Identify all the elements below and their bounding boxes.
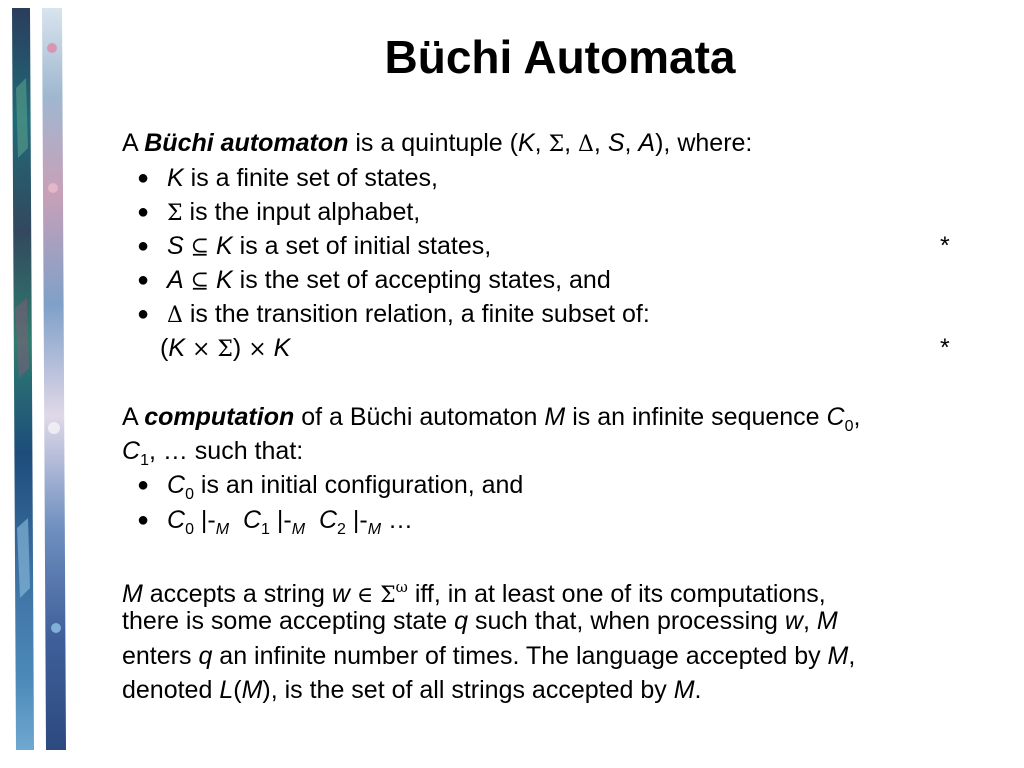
decorative-strip-right	[40, 8, 66, 750]
term-computation: computation	[144, 403, 295, 431]
bullet-yields-sequence: ● $C_0$ $|-_M$ $C_1$ $|-_M$ $C_2$ $|-_M$ …	[137, 506, 413, 538]
acceptance-line-4: denoted L(M), is the set of all strings accepted by M.	[122, 676, 702, 704]
computation-line-2: $C_1$, … such that:	[122, 437, 304, 469]
star-marker: *	[940, 232, 950, 260]
bullet-icon: ●	[137, 269, 150, 291]
slide-title: Büchi Automata	[384, 31, 736, 83]
definition-line: A Büchi automaton is a quintuple (K, Σ, Δ, S, A), where:	[122, 129, 753, 157]
acceptance-line-3: enters q an infinite number of times. The language accepted by M,	[122, 642, 856, 670]
bullet-icon: ●	[137, 303, 150, 325]
bullet-accepting-states: ● A ⊆ K is the set of accepting states, and	[137, 266, 611, 294]
acceptance-line-1: M accepts a string w ∈ $\Sigma^\omega$ iff, in at least one of its computations,	[122, 578, 826, 608]
bullet-icon: ●	[137, 235, 150, 257]
bullet-alphabet: ● Σ is the input alphabet,	[137, 198, 421, 226]
bullet-icon: ●	[137, 201, 150, 223]
bullet-transition-relation: ● Δ is the transition relation, a finite subset of:	[137, 300, 650, 328]
transition-formula: (K × Σ) × K	[160, 334, 291, 362]
bullet-initial-configuration: ● $C_0$ is an initial configuration, and	[137, 471, 524, 503]
bullet-icon: ●	[137, 167, 150, 189]
bullet-icon: ●	[137, 474, 150, 496]
bullet-states: ● K is a finite set of states,	[137, 164, 438, 192]
term-buchi-automaton: Büchi automaton	[144, 129, 349, 157]
decorative-strip-left	[10, 8, 34, 750]
bullet-initial-states: ● S ⊆ K is a set of initial states,	[137, 232, 492, 260]
acceptance-line-2: there is some accepting state q such that, when processing w, M	[122, 607, 838, 635]
computation-line-1: A computation of a Büchi automaton M is an infinite sequence $C_0$,	[122, 403, 861, 435]
bullet-icon: ●	[137, 509, 150, 531]
star-marker: *	[940, 334, 950, 362]
